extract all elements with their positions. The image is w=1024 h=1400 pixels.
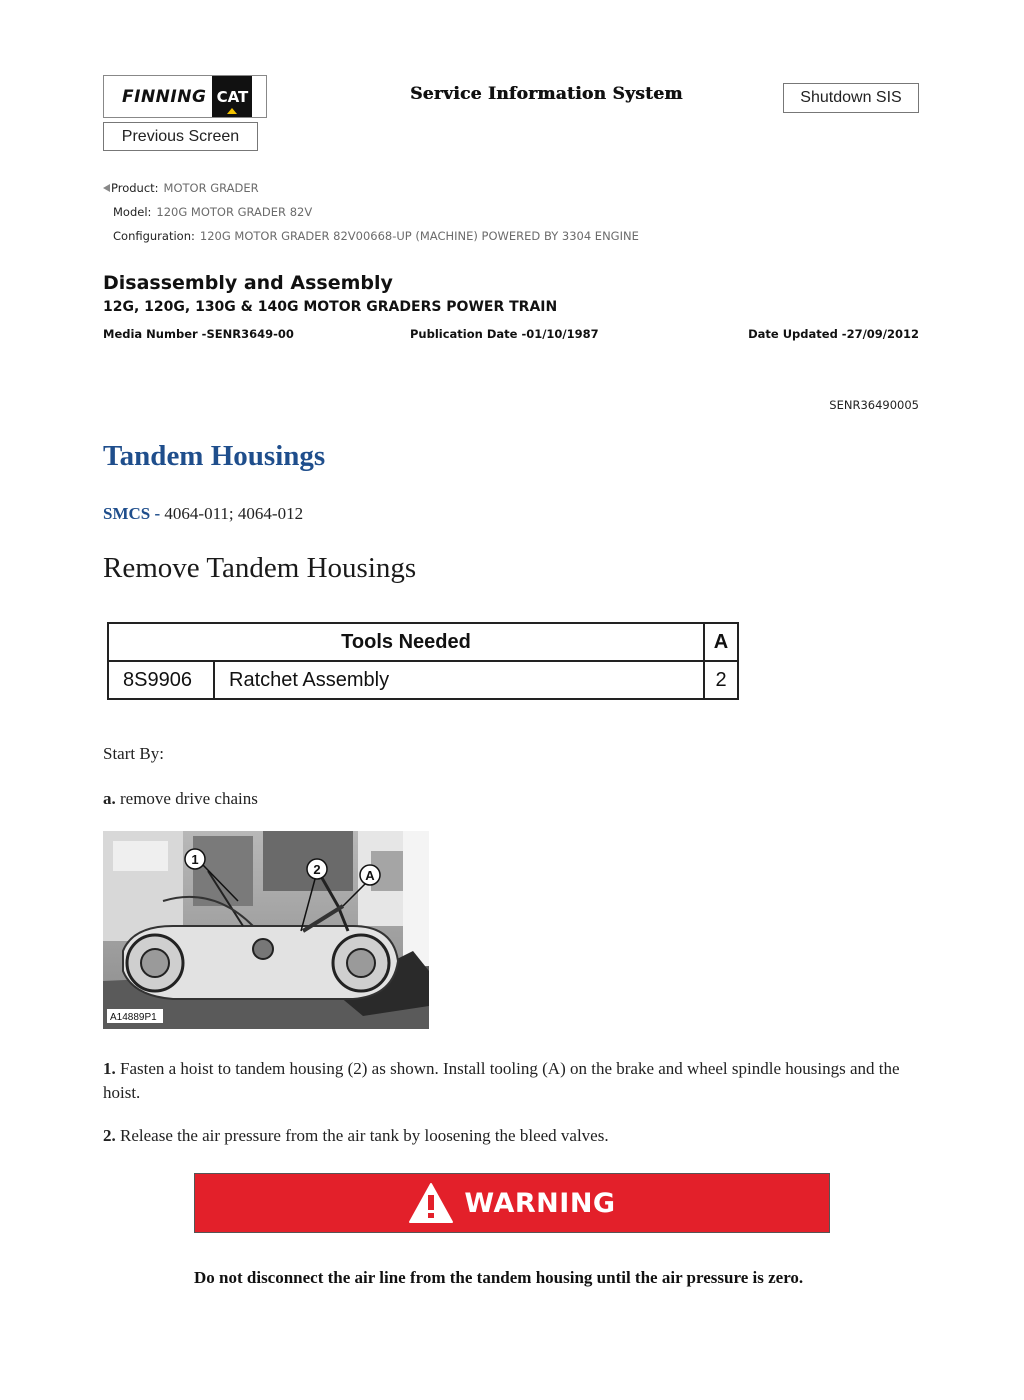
warning-triangle-icon bbox=[408, 1182, 454, 1224]
model-label: Model: bbox=[113, 205, 152, 219]
step-2 bbox=[103, 1126, 609, 1146]
model-row bbox=[113, 205, 312, 219]
step-1-text: Fasten a hoist to tandem housing (2) as shown. Install tooling (A) on the brake and wheel spindle housings and the hoist. bbox=[103, 1059, 900, 1102]
step-2-label: 2. bbox=[103, 1126, 116, 1145]
callout-2: 2 bbox=[313, 862, 321, 877]
column-a-header: A bbox=[704, 623, 738, 661]
warning-label: WARNING bbox=[464, 1187, 616, 1219]
start-by-label: Start By: bbox=[103, 744, 164, 763]
model-value: 120G MOTOR GRADER 82V bbox=[156, 205, 313, 219]
table-header-row bbox=[108, 623, 738, 661]
step-2-text: Release the air pressure from the air tank by loosening the bleed valves. bbox=[120, 1126, 609, 1145]
step-a bbox=[103, 789, 258, 809]
shutdown-sis-button[interactable]: Shutdown SIS bbox=[783, 83, 919, 113]
warning-text: Do not disconnect the air line from the tandem housing until the air pressure is zero. bbox=[194, 1268, 804, 1287]
part-name-cell: Ratchet Assembly bbox=[214, 661, 704, 699]
warning-banner bbox=[194, 1173, 830, 1233]
step-a-text: remove drive chains bbox=[120, 789, 258, 808]
configuration-value: 120G MOTOR GRADER 82V00668-UP (MACHINE) POWERED BY 3304 ENGINE bbox=[199, 229, 639, 243]
configuration-row bbox=[113, 229, 639, 243]
product-label: Product: bbox=[111, 181, 159, 195]
step-1-label: 1. bbox=[103, 1059, 116, 1078]
tools-needed-header: Tools Needed bbox=[108, 623, 704, 661]
back-arrow-icon[interactable] bbox=[103, 184, 110, 192]
configuration-label: Configuration: bbox=[113, 229, 195, 243]
table-row bbox=[108, 661, 738, 699]
step-a-label: a. bbox=[103, 789, 116, 808]
product-value: MOTOR GRADER bbox=[163, 181, 259, 195]
procedure-title: Remove Tandem Housings bbox=[103, 552, 417, 584]
document-id: SENR36490005 bbox=[829, 398, 919, 412]
product-row bbox=[103, 181, 259, 195]
cat-logo-text: CAT bbox=[216, 87, 249, 106]
tools-needed-table bbox=[107, 622, 739, 700]
quantity-cell: 2 bbox=[704, 661, 738, 699]
callout-a: A bbox=[365, 868, 375, 883]
tandem-housing-illustration bbox=[103, 831, 429, 1029]
date-updated: Date Updated -27/09/2012 bbox=[748, 327, 919, 341]
section-title: Tandem Housings bbox=[103, 440, 326, 472]
smcs-label: SMCS - bbox=[103, 504, 161, 523]
part-number-cell: 8S9906 bbox=[108, 661, 214, 699]
smcs-value: 4064-011; 4064-012 bbox=[164, 504, 304, 523]
sis-title: Service Information System bbox=[410, 84, 683, 104]
document-subtitle: 12G, 120G, 130G & 140G MOTOR GRADERS POWER TRAIN bbox=[103, 299, 558, 315]
cat-logo bbox=[212, 76, 252, 117]
previous-screen-button[interactable]: Previous Screen bbox=[103, 122, 258, 151]
cat-triangle-icon bbox=[227, 108, 237, 114]
photo-caption: A14889P1 bbox=[110, 1012, 157, 1023]
document-title: Disassembly and Assembly bbox=[103, 272, 393, 294]
publication-date: Publication Date -01/10/1987 bbox=[410, 327, 599, 341]
callout-1: 1 bbox=[191, 852, 199, 867]
tandem-housing-photo bbox=[103, 831, 429, 1029]
finning-logo-text: FINNING bbox=[122, 86, 207, 107]
media-number: Media Number -SENR3649-00 bbox=[103, 327, 294, 341]
finning-cat-logo bbox=[103, 75, 267, 118]
step-1 bbox=[103, 1057, 903, 1105]
smcs-codes bbox=[103, 504, 303, 524]
